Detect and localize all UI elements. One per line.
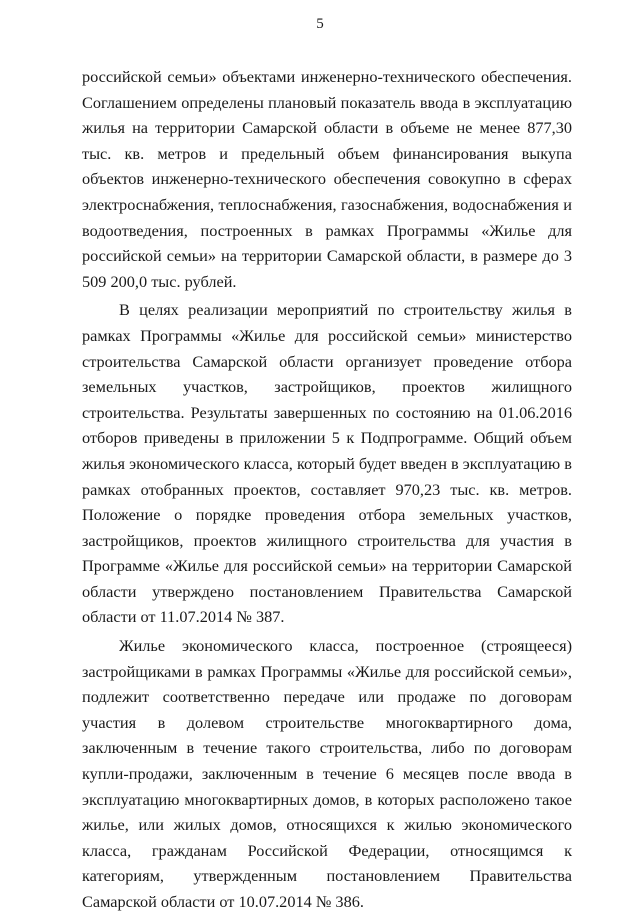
page-number: 5 [316,16,324,32]
document-body [82,64,572,915]
paragraph-2: В целях реализации мероприятий по строительству жилья в рамках Программы «Жилье для российской семьи» министерство строительства Самарской области организует проведение отбора земельных участков, застройщиков, проектов жилищного строительства. Результаты завершенных по состоянию на 01.06.2016 отборов приведены в приложении 5 к Подпрограмме. Общий объем жилья экономического класса, который будет введен в эксплуатацию в рамках отобранных проектов, составляет 970,23 тыс. кв. метров. Положение о порядке проведения отбора земельных участков, застройщиков, проектов жилищного строительства для участия в Программе «Жилье для российской семьи» на территории Самарской области утверждено постановлением Правительства Самарской области от 11.07.2014 № 387. [82,300,572,627]
paragraph-1: российской семьи» объектами инженерно-технического обеспечения. Соглашением определены плановый показатель ввода в эксплуатацию жилья на территории Самарской области в объеме не менее 877,30 тыс. кв. метров и предельный объем финансирования выкупа объектов инженерно-технического обеспечения совокупно в сферах электроснабжения, теплоснабжения, газоснабжения, водоснабжения и водоотведения, построенных в рамках Программы «Жилье для российской семьи» на территории Самарской области, в размере до 3 509 200,0 тыс. рублей. [82,67,572,291]
paragraph-3: Жилье экономического класса, построенное (строящееся) застройщиками в рамках Программы «Жилье для российской семьи», подлежит соответственно передаче или продаже по договорам участия в долевом строительстве многоквартирного дома, заключенным в течение такого строительства, либо по договорам купли-продажи, заключенным в течение 6 месяцев после ввода в эксплуатацию многоквартирных домов, в которых расположено такое жилье, или жилых домов, относящихся к жилью экономического класса, гражданам Российской Федерации, относящимся к категориям, утвержденным постановлением Правительства Самарской области от 10.07.2014 № 386. [82,636,572,911]
